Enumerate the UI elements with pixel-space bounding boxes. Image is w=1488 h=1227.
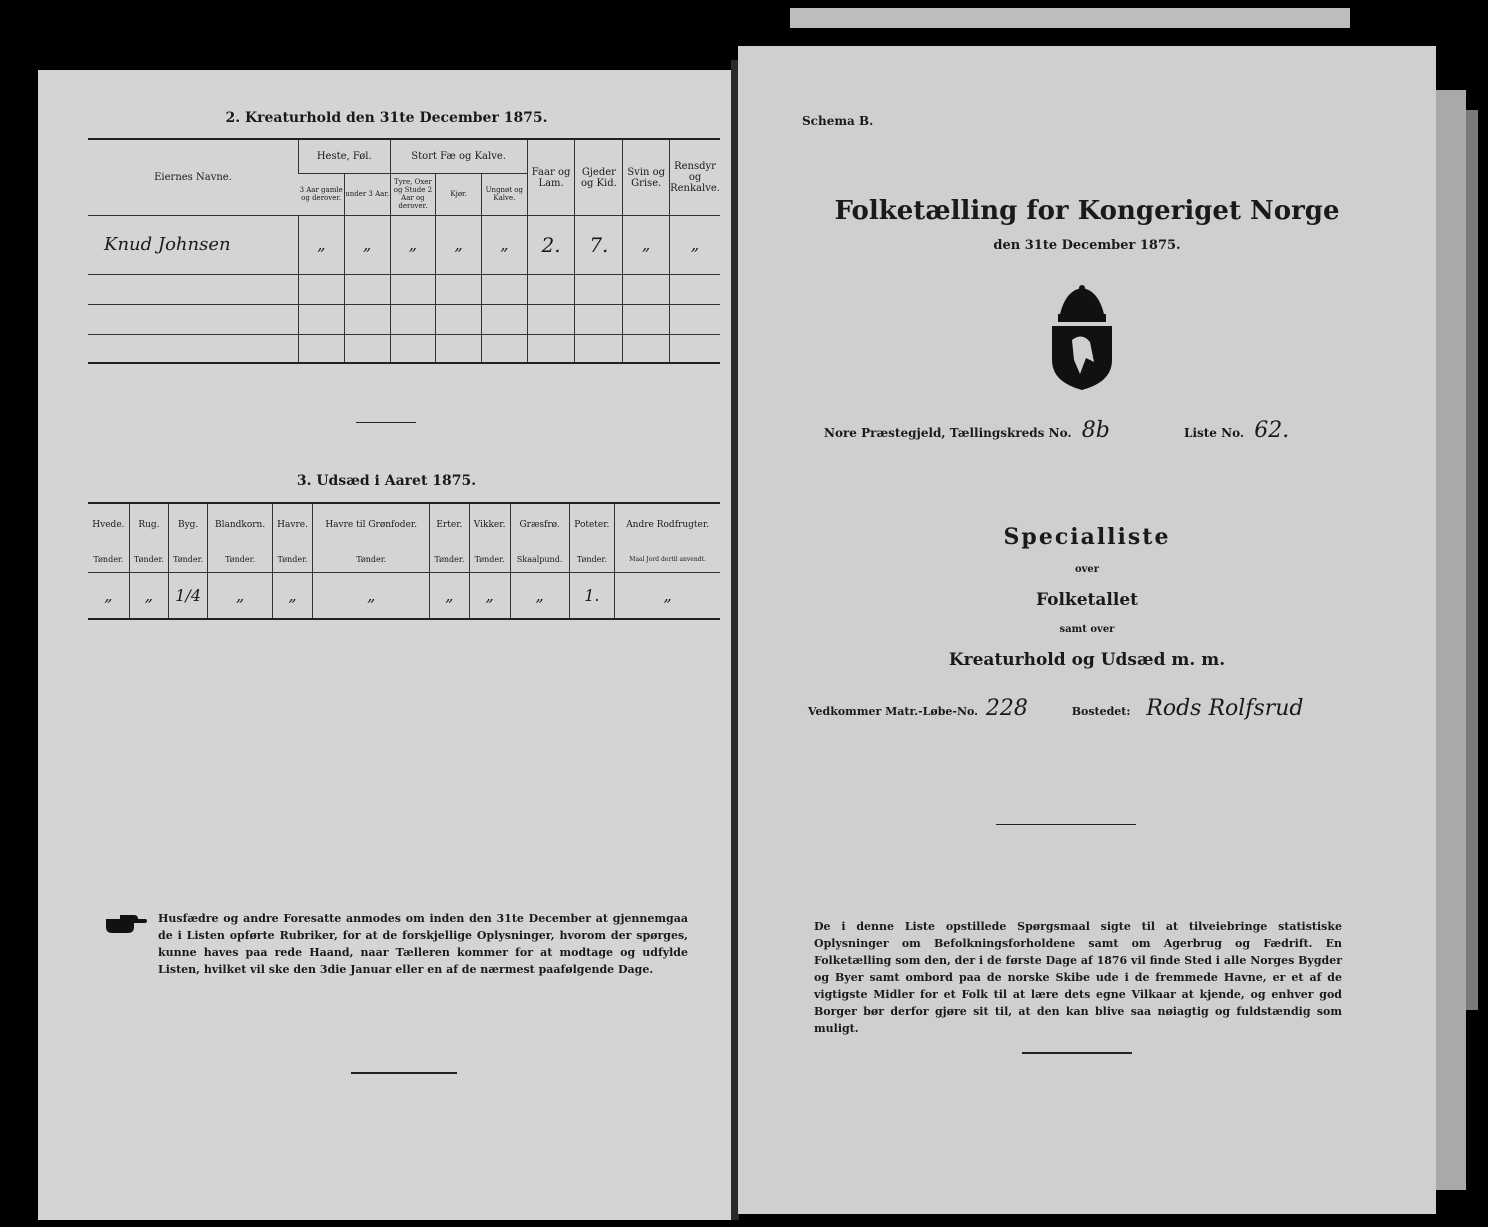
special-list-title: Specialliste (1003, 524, 1171, 550)
coat-of-arms-icon (1046, 284, 1118, 392)
value-bulls: „ (390, 215, 436, 274)
seed-column-name: Byg. (169, 504, 208, 546)
seed-value-row (88, 572, 720, 618)
seed-value: „ (208, 572, 273, 618)
seed-column-unit: Skaalpund. (510, 546, 569, 572)
seed-column-name: Vikker. (469, 504, 510, 546)
seed-table (88, 504, 720, 618)
seed-column-name: Græsfrø. (510, 504, 569, 546)
seed-column-unit: Tønder. (569, 546, 615, 572)
bosted-value: Rods Rolfsrud (1146, 696, 1304, 721)
seed-value: „ (129, 572, 168, 618)
parish-line (824, 418, 1344, 444)
bosted-label: Bostedet: (1071, 705, 1131, 718)
seed-column-name: Havre til Grønfoder. (313, 504, 430, 546)
value-horses-old: „ (299, 215, 345, 274)
over-label: over (1074, 564, 1100, 575)
parish-label: Nore Præstegjeld, Tællingskreds No. (824, 426, 1072, 440)
seed-bottom-rule (88, 618, 720, 620)
owner-name: Knud Johnsen (104, 234, 231, 255)
header-sheep: Faar og Lam. (527, 140, 575, 215)
seed-column-unit: Tønder. (272, 546, 312, 572)
seed-column-unit: Tønder. (169, 546, 208, 572)
kreaturhold-label: Kreaturhold og Udsæd m. m. (948, 650, 1226, 670)
seed-title: 3. Udsæd i Aaret 1875. (296, 473, 477, 489)
seed-value: „ (510, 572, 569, 618)
matr-number: 228 (985, 696, 1028, 721)
value-pigs: „ (623, 215, 670, 274)
page-edge-top (790, 8, 1350, 28)
seed-column-name: Andre Rodfrugter. (615, 504, 720, 546)
short-divider (356, 422, 416, 423)
header-pigs: Svin og Grise. (623, 140, 670, 215)
list-label: Liste No. (1184, 426, 1245, 440)
header-horses-young: under 3 Aar. (344, 173, 390, 215)
pointing-hand-icon (104, 913, 148, 935)
value-goats: 7. (575, 215, 623, 274)
seed-column-unit: Maal Jord dertil anvendt. (615, 546, 720, 572)
seed-value: „ (104, 585, 113, 605)
value-cows: „ (436, 215, 482, 274)
census-title: Folketælling for Kongeriget Norge (834, 196, 1340, 226)
right-page (738, 46, 1436, 1214)
livestock-bottom-rule (88, 362, 720, 364)
seed-column-unit: Tønder. (208, 546, 273, 572)
value-horses-young: „ (344, 215, 390, 274)
seed-column-name: Hvede. (92, 520, 125, 530)
notice-text: Husfædre og andre Foresatte anmodes om inden den 31te December at gjennemgaa de i Listen opførte Rubriker, for at de forskjellige Oplysninger, hvorom der spørges, kunne haves paa rede Haand, naar Tælleren kommer for at modtage og udfylde Listen, hvilket vil ske den 3die Januar eller en af de nærmest paafølgende Dage. (158, 912, 688, 976)
matr-line (808, 696, 1408, 730)
livestock-title: 2. Kreaturhold den 31te December 1875. (225, 110, 548, 126)
right-mid-divider (996, 824, 1136, 825)
header-cattle: Stort Fæ og Kalve. (390, 140, 527, 173)
left-page (38, 70, 735, 1220)
seed-value: 1/4 (169, 572, 208, 618)
seed-name-row (88, 504, 720, 546)
seed-value: „ (615, 572, 720, 618)
header-horses-old: 3 Aar gamle og derover. (299, 186, 343, 203)
bottom-divider (351, 1072, 457, 1074)
seed-column-unit: Tønder. (93, 554, 124, 564)
livestock-table (88, 140, 720, 362)
header-owner: Eiernes Navne. (154, 172, 232, 183)
seed-column-name: Erter. (430, 504, 469, 546)
header-reindeer: Rensdyr og Renkalve. (670, 140, 720, 215)
seed-column-unit: Tønder. (129, 546, 168, 572)
seed-value: „ (430, 572, 469, 618)
list-number: 62. (1254, 418, 1290, 443)
matr-label: Vedkommer Matr.-Løbe-No. (808, 705, 978, 718)
seed-value: „ (313, 572, 430, 618)
header-horses: Heste, Føl. (299, 140, 391, 173)
value-young-cattle: „ (481, 215, 527, 274)
folketallet-label: Folketallet (1036, 590, 1138, 610)
seed-value: 1. (569, 572, 615, 618)
info-text: De i denne Liste opstillede Spørgsmaal sigte til at tilveiebringe statistiske Oplysninger om Befolkningsforholdene samt om Agerbrug og Fædrift. En Folketælling som den, der i de første Dage af 1876 vil finde Sted i alle Norges Bygder og Byer samt ombord paa de norske Skibe ude i de fremmede Havne, er et af de vigtigste Midler for et Folk til at lære dets egne Vilkaar at kjende, og enhver god Borger bør derfor gjøre sit til, at den kan blive saa nøiagtig og fuldstændig som muligt. (814, 920, 1342, 1035)
page-edge-right (1436, 90, 1466, 1190)
right-bottom-divider (1022, 1052, 1132, 1054)
district-number: 8b (1081, 418, 1110, 443)
seed-column-unit: Tønder. (430, 546, 469, 572)
seed-column-name: Rug. (129, 504, 168, 546)
schema-label: Schema B. (802, 114, 874, 128)
seed-column-name: Poteter. (569, 504, 615, 546)
header-goats: Gjeder og Kid. (575, 140, 623, 215)
samt-over-label: samt over (1059, 624, 1115, 635)
seed-column-name: Havre. (272, 504, 312, 546)
header-cows: Kjør. (436, 173, 482, 215)
header-bulls: Tyre, Oxer og Stude 2 Aar og derover. (390, 173, 436, 215)
seed-column-unit: Tønder. (469, 546, 510, 572)
header-young-cattle: Ungnøt og Kalve. (481, 173, 527, 215)
census-date: den 31te December 1875. (993, 238, 1181, 253)
seed-column-unit: Tønder. (313, 546, 430, 572)
value-sheep: 2. (527, 215, 575, 274)
seed-column-name: Blandkorn. (208, 504, 273, 546)
seed-unit-row (88, 546, 720, 572)
value-reindeer: „ (670, 215, 720, 274)
seed-value: „ (469, 572, 510, 618)
seed-value: „ (272, 572, 312, 618)
page-edge-right-2 (1466, 110, 1478, 1010)
